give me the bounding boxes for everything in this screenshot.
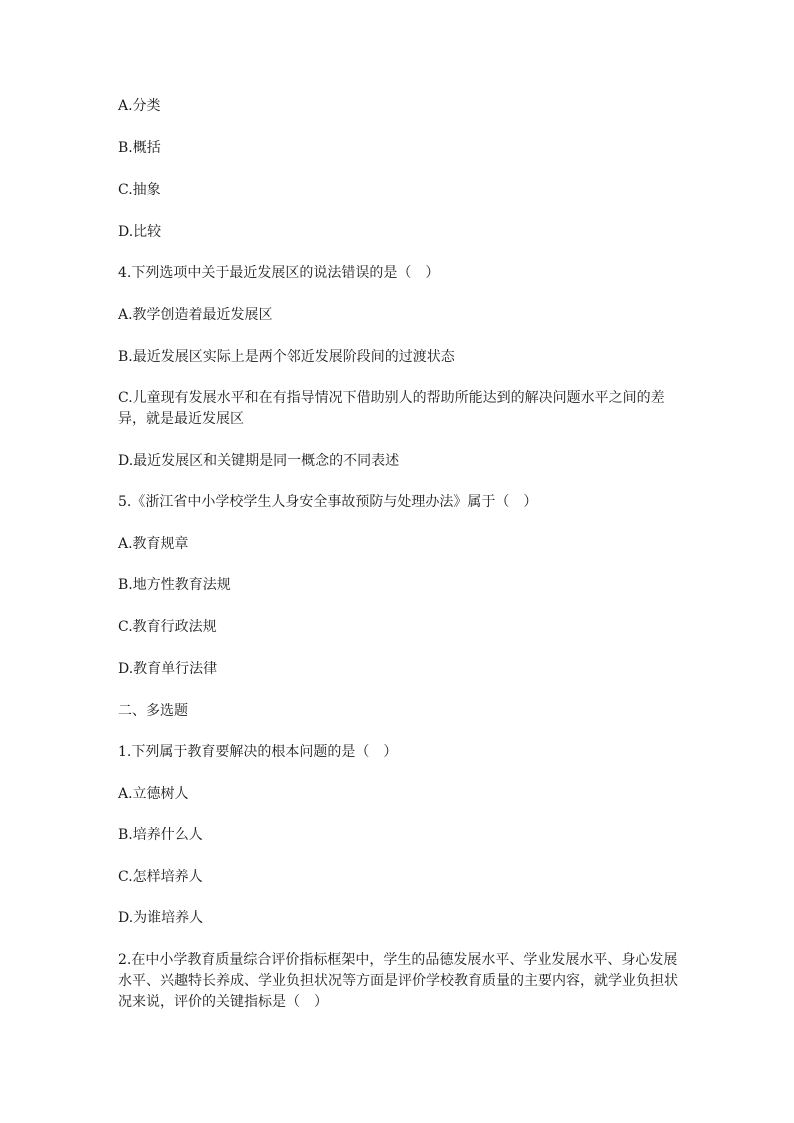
option-a-q4: A.教学创造着最近发展区 xyxy=(118,307,273,323)
section-heading-multiple-choice: 二、多选题 xyxy=(118,703,188,719)
question-5: 5.《浙江省中小学校学生人身安全事故预防与处理办法》属于（ ） xyxy=(118,494,538,510)
option-d-q4: D.最近发展区和关键期是同一概念的不同表述 xyxy=(118,453,400,469)
option-c-q3: C.抽象 xyxy=(118,182,161,198)
option-b-q5: B.地方性教育法规 xyxy=(118,577,231,593)
question-m2: 2.在中小学教育质量综合评价指标框架中，学生的品德发展水平、学业发展水平、身心发展水平、兴趣特长养成、学业负担状况等方面是评价学校教育质量的主要内容，就学业负担状况来说，评价的关键指标是（ ） xyxy=(118,952,678,1010)
question-4: 4.下列选项中关于最近发展区的说法错误的是（ ） xyxy=(118,265,440,281)
question-m1: 1.下列属于教育要解决的根本问题的是（ ） xyxy=(118,744,398,760)
option-b-q4: B.最近发展区实际上是两个邻近发展阶段间的过渡状态 xyxy=(118,349,455,365)
option-a-q3: A.分类 xyxy=(118,98,161,114)
option-c-q4: C.儿童现有发展水平和在有指导情况下借助别人的帮助所能达到的解决问题水平之间的差异，就是最近发展区 xyxy=(118,390,665,427)
option-c-q5: C.教育行政法规 xyxy=(118,619,217,635)
option-d-q3: D.比较 xyxy=(118,224,162,240)
option-d-q5: D.教育单行法律 xyxy=(118,661,218,677)
option-c-m1: C.怎样培养人 xyxy=(118,869,203,885)
option-d-m1: D.为谁培养人 xyxy=(118,910,204,926)
option-b-q3: B.概括 xyxy=(118,140,161,156)
option-a-q5: A.教育规章 xyxy=(118,536,189,552)
option-a-m1: A.立德树人 xyxy=(118,786,189,802)
option-b-m1: B.培养什么人 xyxy=(118,827,203,843)
